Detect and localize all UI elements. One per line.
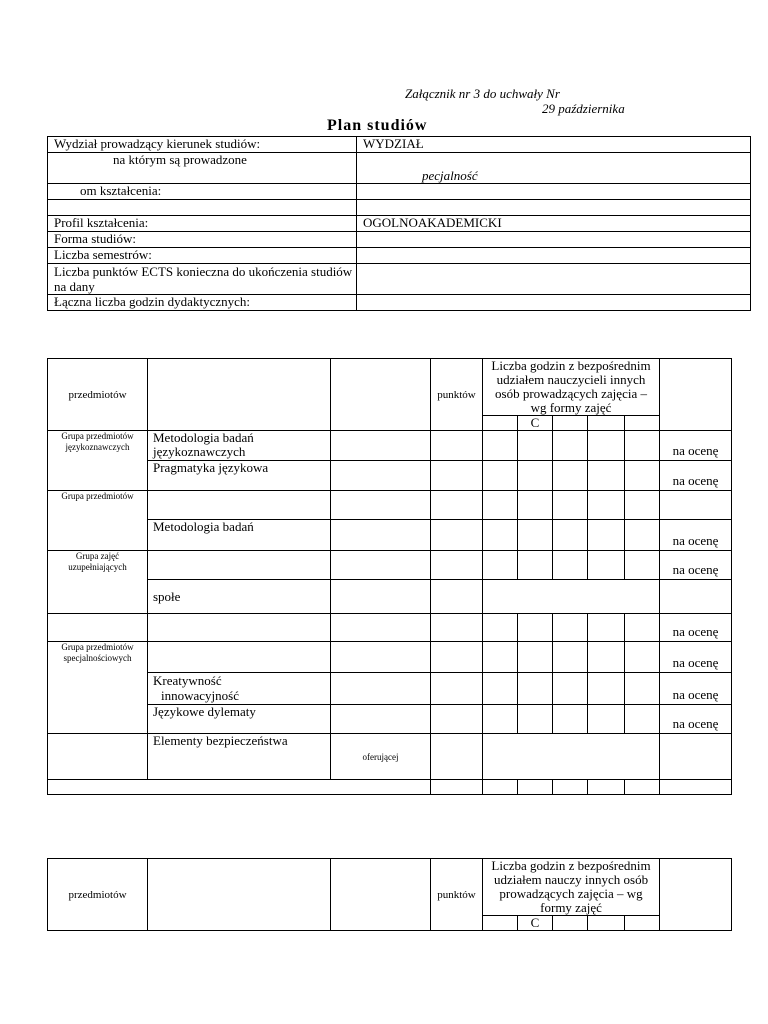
info-label xyxy=(48,200,357,216)
col-points-header: punktów xyxy=(431,359,483,431)
header-blank xyxy=(660,859,732,931)
plan-table-2 xyxy=(47,858,732,931)
annex-line: Załącznik nr 3 do uchwały Nr xyxy=(405,86,560,101)
form-cell xyxy=(588,416,625,431)
merged-cell xyxy=(483,580,660,614)
assessment-label: na ocenę xyxy=(660,705,732,734)
form-c-header: C xyxy=(518,916,553,931)
info-value xyxy=(357,264,751,295)
assessment-label: na ocenę xyxy=(660,461,732,491)
info-value xyxy=(357,184,751,200)
subject-name: Elementy bezpieczeństwa xyxy=(148,734,331,780)
header-blank xyxy=(331,359,431,431)
subject-line-2: innowacyjność xyxy=(161,688,239,703)
col-subjects-header: przedmiotów xyxy=(48,359,148,431)
info-value: pecjalność xyxy=(357,153,751,184)
form-cell xyxy=(625,416,660,431)
col-points-header: punktów xyxy=(431,859,483,931)
subject-name: Pragmatyka językowa xyxy=(148,461,331,491)
info-value: WYDZIAŁ xyxy=(357,137,751,153)
assessment-label: na ocenę xyxy=(660,642,732,673)
subject-name: Językowe dylematy xyxy=(148,705,331,734)
page-title: Plan studiów xyxy=(327,117,428,134)
info-label: Wydział prowadzący kierunek studiów: xyxy=(48,137,357,153)
offering-unit: oferującej xyxy=(331,734,431,780)
subject-name xyxy=(148,673,331,705)
assessment-label: na ocenę xyxy=(660,520,732,551)
form-c-header: C xyxy=(518,416,553,431)
merged-cell xyxy=(483,734,660,780)
form-cell xyxy=(553,416,588,431)
assessment-label: na ocenę xyxy=(660,614,732,642)
info-label: na którym są prowadzone xyxy=(48,153,357,184)
col-subjects-header: przedmiotów xyxy=(48,859,148,931)
subject-name: Metodologia badań xyxy=(148,520,331,551)
info-value xyxy=(357,232,751,248)
header-blank xyxy=(660,359,732,431)
subject-line-1: Kreatywność xyxy=(153,673,222,688)
info-label: Forma studiów: xyxy=(48,232,357,248)
form-cell xyxy=(588,916,625,931)
assessment-label: na ocenę xyxy=(660,673,732,705)
group-label: Grupa zajęć uzupełniających xyxy=(48,551,148,614)
header-blank xyxy=(148,859,331,931)
form-cell xyxy=(625,916,660,931)
annex-date: 29 października xyxy=(542,101,625,116)
info-label: Profil kształcenia: xyxy=(48,216,357,232)
assessment-label: na ocenę xyxy=(660,431,732,461)
hours-group-header: Liczba godzin z bezpośrednim udziałem nauczycieli innych osób prowadzących zajęcia – wg formy zajęć xyxy=(483,359,660,416)
group-label: Grupa przedmiotów specjalnościowych xyxy=(48,642,148,734)
info-table xyxy=(47,136,751,311)
group-label: Grupa przedmiotów xyxy=(48,491,148,551)
info-value xyxy=(357,295,751,311)
group-label: Grupa przedmiotów językoznawczych xyxy=(48,431,148,491)
info-label: Liczba punktów ECTS konieczna do ukończenia studiów na dany xyxy=(48,264,357,295)
form-cell xyxy=(553,916,588,931)
plan-table xyxy=(47,358,732,795)
form-cell xyxy=(483,916,518,931)
hours-group-header: Liczba godzin z bezpośrednim udziałem nauczy innych osób prowadzących zajęcia – wg formy zajęć xyxy=(483,859,660,916)
total-row xyxy=(48,780,431,795)
info-value xyxy=(357,200,751,216)
subject-name: społe xyxy=(148,580,331,614)
info-value: OGOLNOAKADEMICKI xyxy=(357,216,751,232)
subject-name: Metodologia badań językoznawczych xyxy=(148,431,331,461)
info-label: om kształcenia: xyxy=(48,184,357,200)
info-label: Liczba semestrów: xyxy=(48,248,357,264)
assessment-label: na ocenę xyxy=(660,551,732,580)
form-cell xyxy=(483,416,518,431)
header-blank xyxy=(331,859,431,931)
header-blank xyxy=(148,359,331,431)
info-label: Łączna liczba godzin dydaktycznych: xyxy=(48,295,357,311)
info-value xyxy=(357,248,751,264)
